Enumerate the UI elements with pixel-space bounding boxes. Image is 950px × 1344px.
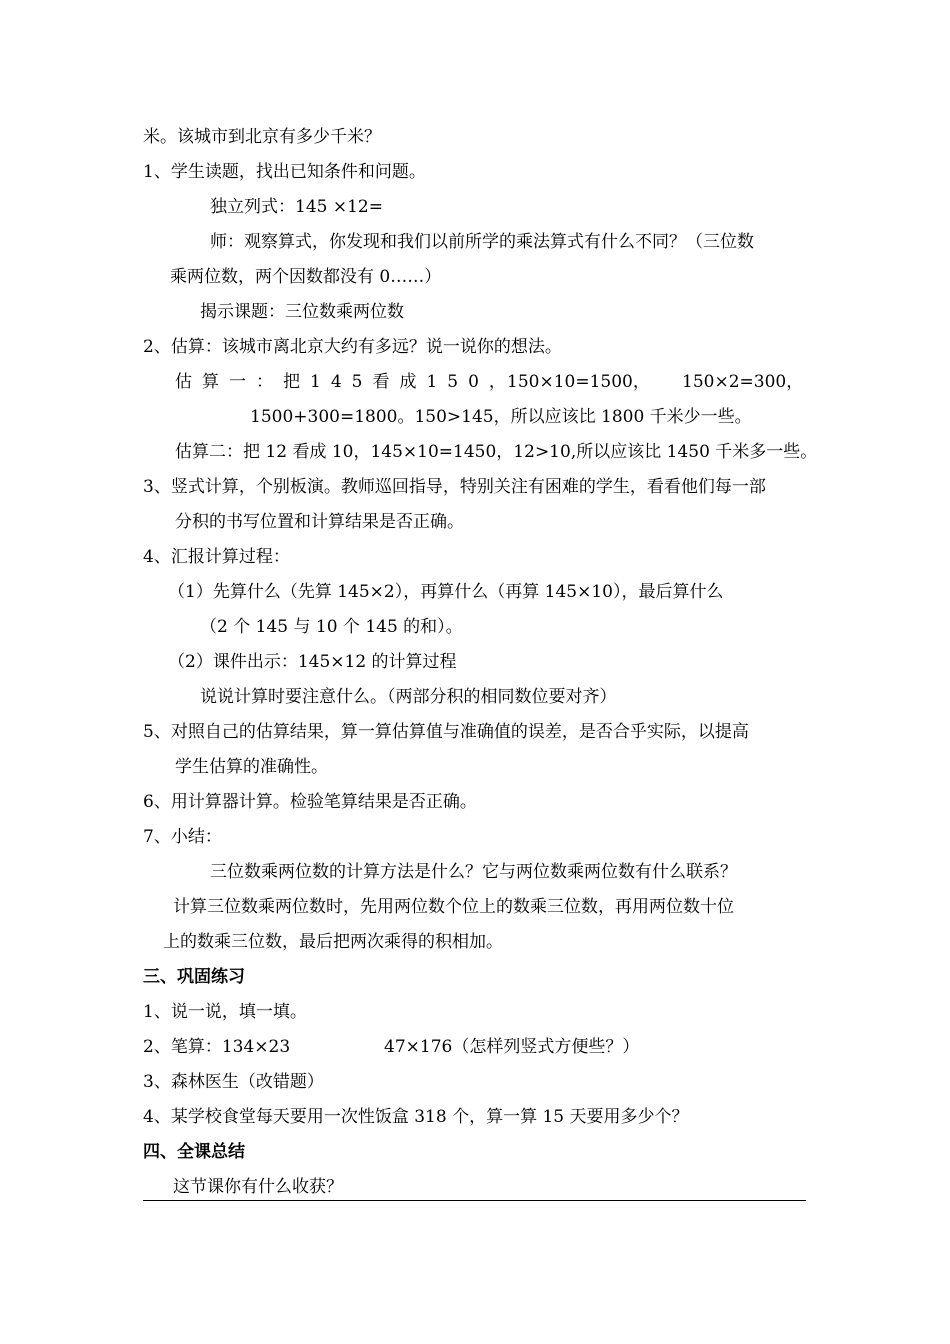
text-line: 分积的书写位置和计算结果是否正确。 — [175, 512, 464, 532]
text-line: 这节课你有什么收获？ — [173, 1177, 343, 1197]
text-line: （2）课件出示：145×12 的计算过程 — [168, 652, 457, 672]
text-line: 2、估算：该城市离北京大约有多远？说一说你的想法。 — [143, 337, 562, 357]
text-line: 150×2=300， — [682, 372, 804, 392]
text-line: 学生估算的准确性。 — [175, 757, 328, 777]
text-line: 师：观察算式，你发现和我们以前所学的乘法算式有什么不同？（三位数 — [210, 232, 754, 252]
text-line: 1、说一说，填一填。 — [143, 1002, 307, 1022]
text-line: 独立列式：145 ×12= — [210, 197, 383, 217]
text-line: 5、对照自己的估算结果，算一算估算值与准确值的误差，是否合乎实际，以提高 — [143, 722, 749, 742]
text-line: 7、小结： — [143, 827, 222, 847]
text-line: 1500+300=1800。150>145，所以应该比 1800 千米少一些。 — [250, 407, 752, 427]
text-line: （1）先算什么（先算 145×2），再算什么（再算 145×10），最后算什么 — [168, 582, 724, 602]
text-line: 3、竖式计算，个别板演。教师巡回指导，特别关注有困难的学生，看看他们每一部 — [143, 477, 766, 497]
bottom-rule — [143, 1200, 806, 1201]
text-line: 2、笔算：134×23 — [143, 1037, 291, 1057]
text-line: 说说计算时要注意什么。（两部分积的相同数位要对齐） — [200, 687, 617, 707]
text-line: 三位数乘两位数的计算方法是什么？它与两位数乘两位数有什么联系？ — [210, 862, 737, 882]
text-line: 150×10=1500， — [507, 372, 650, 392]
text-line: 3、森林医生（改错题） — [143, 1072, 324, 1092]
text-line: 4、某学校食堂每天要用一次性饭盒 318 个，算一算 15 天要用多少个？ — [143, 1107, 689, 1127]
text-line: 4、汇报计算过程： — [143, 547, 290, 567]
section-heading: 四、全课总结 — [143, 1142, 245, 1162]
text-line: 1、学生读题，找出已知条件和问题。 — [143, 162, 426, 182]
text-line: 米。该城市到北京有多少千米？ — [143, 127, 381, 147]
text-line: 47×176（怎样列竖式方便些？） — [384, 1037, 640, 1057]
text-line: 估算一：把145看成150， — [175, 372, 516, 392]
text-line: （2 个 145 与 10 个 145 的和）。 — [200, 617, 463, 637]
text-line: 计算三位数乘两位数时，先用两位数个位上的数乘三位数，再用两位数十位 — [173, 897, 734, 917]
text-line: 揭示课题：三位数乘两位数 — [200, 302, 404, 322]
text-line: 上的数乘三位数，最后把两次乘得的积相加。 — [163, 932, 503, 952]
text-line: 6、用计算器计算。检验笔算结果是否正确。 — [143, 792, 477, 812]
section-heading: 三、巩固练习 — [143, 967, 245, 987]
text-line: 乘两位数，两个因数都没有 0……） — [170, 267, 442, 287]
text-line: 估算二：把 12 看成 10，145×10=1450，12>10,所以应该比 1450 千米多一些。 — [175, 442, 818, 462]
